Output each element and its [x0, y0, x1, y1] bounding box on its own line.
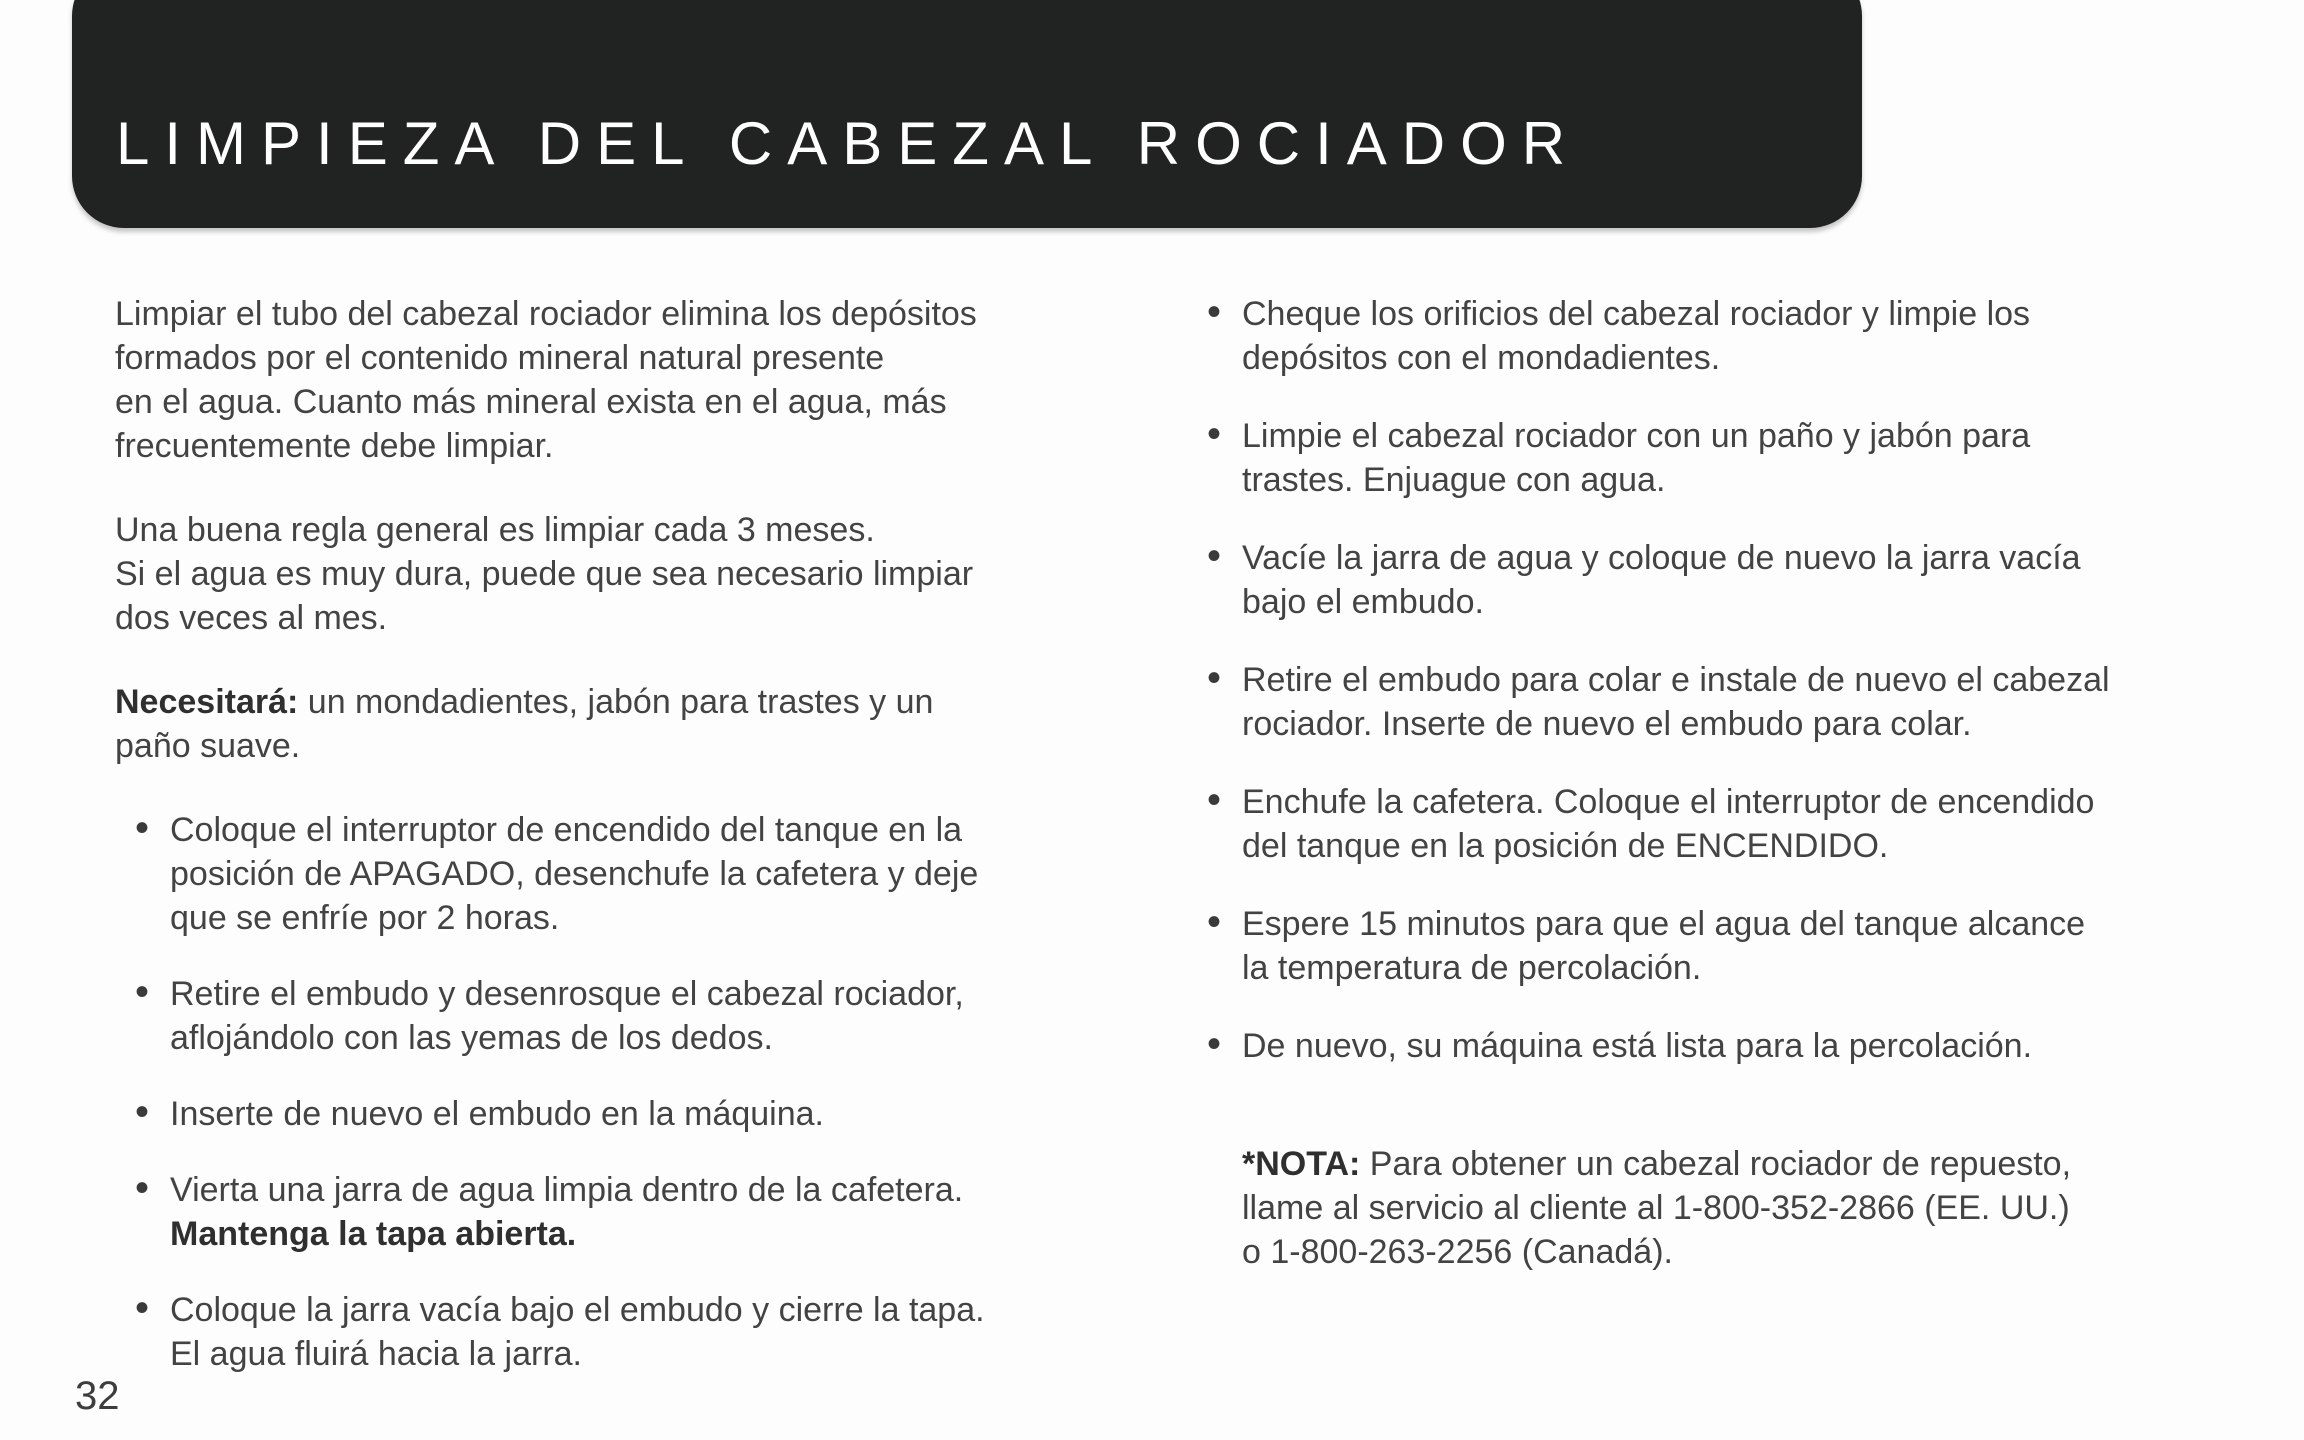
- list-item: [1187, 1024, 2277, 1068]
- text-line: que se enfríe por 2 horas.: [170, 899, 560, 937]
- left-column: [115, 292, 1105, 1408]
- text-line: rociador. Inserte de nuevo el embudo para colar.: [1242, 705, 1972, 743]
- text-line: bajo el embudo.: [1242, 583, 1484, 621]
- list-item: [115, 808, 1105, 940]
- materials-text: un mondadientes, jabón para trastes y un: [298, 683, 934, 721]
- text-line: posición de APAGADO, desenchufe la cafetera y deje: [170, 855, 979, 893]
- text-line: • Espere 15 minutos para que el agua del tanque alcance: [1242, 905, 2086, 943]
- text-line: • Retire el embudo para colar e instale de nuevo el cabezal: [1242, 661, 2110, 699]
- text-line: • Cheque los orificios del cabezal rociador y limpie los: [1242, 295, 2031, 333]
- note-text: Para obtener un cabezal rociador de repuesto,: [1360, 1145, 2072, 1183]
- text-line: llame al servicio al cliente al 1-800-352-2866 (EE. UU.): [1242, 1189, 2070, 1227]
- text-line: formados por el contenido mineral natural presente: [115, 339, 885, 377]
- text-line: [115, 680, 1105, 724]
- text-line: • Limpie el cabezal rociador con un paño y jabón para: [1242, 417, 2031, 455]
- text-line: frecuentemente debe limpiar.: [115, 427, 554, 465]
- right-bullet-list: [1187, 292, 2277, 1068]
- note-paragraph: [1187, 1142, 2277, 1274]
- materials-label: Necesitará:: [115, 683, 299, 721]
- text-line: • Inserte de nuevo el embudo en la máquina.: [170, 1095, 825, 1133]
- text-line: • Vierta una jarra de agua limpia dentro de la cafetera.: [170, 1171, 964, 1209]
- list-item: [115, 1168, 1105, 1256]
- page-title: LIMPIEZA DEL CABEZAL ROCIADOR: [116, 110, 1581, 177]
- emphasis-text: Mantenga la tapa abierta.: [170, 1215, 577, 1253]
- list-item: [1187, 902, 2277, 990]
- list-item: [1187, 414, 2277, 502]
- text-line: • Coloque el interruptor de encendido del tanque en la: [170, 811, 963, 849]
- text-line: El agua fluirá hacia la jarra.: [170, 1335, 583, 1373]
- text-line: Limpiar el tubo del cabezal rociador elimina los depósitos: [115, 295, 977, 333]
- text-line: paño suave.: [115, 727, 301, 765]
- left-bullet-list: [115, 808, 1105, 1376]
- paragraph-intro: [115, 292, 1105, 468]
- list-item: [115, 1092, 1105, 1136]
- text-line: depósitos con el mondadientes.: [1242, 339, 1721, 377]
- list-item: [1187, 658, 2277, 746]
- text-line: o 1-800-263-2256 (Canadá).: [1242, 1233, 1673, 1271]
- text-line: [1242, 1142, 2277, 1186]
- text-line: [170, 1212, 1105, 1256]
- page-number: 32: [75, 1374, 120, 1418]
- text-line: • De nuevo, su máquina está lista para la percolación.: [1242, 1027, 2033, 1065]
- paragraph-schedule: [115, 508, 1105, 640]
- list-item: [115, 972, 1105, 1060]
- list-item: [1187, 536, 2277, 624]
- header-banner: [72, 0, 1862, 228]
- list-item: [1187, 780, 2277, 868]
- list-item: [1187, 292, 2277, 380]
- text-line: dos veces al mes.: [115, 599, 388, 637]
- text-line: en el agua. Cuanto más mineral exista en el agua, más: [115, 383, 947, 421]
- text-line: aflojándolo con las yemas de los dedos.: [170, 1019, 773, 1057]
- text-line: Una buena regla general es limpiar cada 3 meses.: [115, 511, 875, 549]
- text-line: • Retire el embudo y desenrosque el cabezal rociador,: [170, 975, 964, 1013]
- text-line: Si el agua es muy dura, puede que sea necesario limpiar: [115, 555, 974, 593]
- text-line: trastes. Enjuague con agua.: [1242, 461, 1666, 499]
- text-line: • Coloque la jarra vacía bajo el embudo y cierre la tapa.: [170, 1291, 985, 1329]
- text-line: • Enchufe la cafetera. Coloque el interruptor de encendido: [1242, 783, 2095, 821]
- list-item: [115, 1288, 1105, 1376]
- paragraph-materials: [115, 680, 1105, 768]
- right-column: [1187, 292, 2277, 1314]
- text-line: la temperatura de percolación.: [1242, 949, 1702, 987]
- text-line: del tanque en la posición de ENCENDIDO.: [1242, 827, 1889, 865]
- text-line: • Vacíe la jarra de agua y coloque de nuevo la jarra vacía: [1242, 539, 2081, 577]
- note-label: *NOTA:: [1242, 1145, 1361, 1183]
